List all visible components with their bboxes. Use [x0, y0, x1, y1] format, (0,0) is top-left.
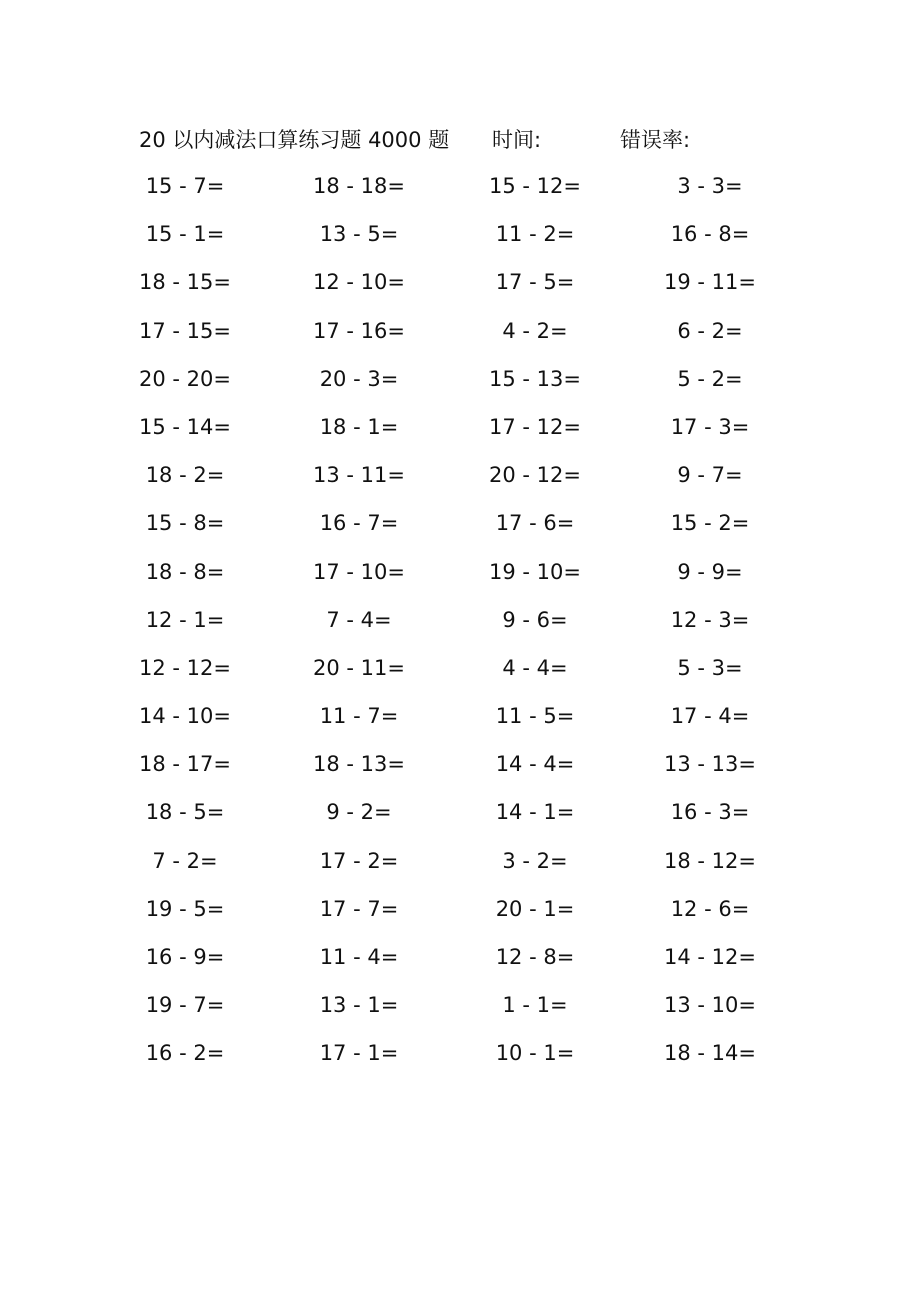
error-rate-label: 错误率: — [620, 128, 691, 152]
problem-item: 19 - 10= — [489, 559, 581, 584]
problem-item: 18 - 1= — [319, 414, 399, 439]
problem-row — [0, 309, 920, 357]
problem-item: 13 - 10= — [664, 993, 756, 1018]
problem-item: 11 - 7= — [319, 704, 399, 729]
problem-item: 16 - 9= — [145, 945, 225, 969]
problem-item: 17 - 16= — [313, 318, 405, 343]
problem-item: 4 - 2= — [502, 318, 568, 343]
problem-row — [0, 646, 920, 694]
time-label: 时间: — [492, 128, 542, 152]
problem-item: 18 - 15= — [139, 270, 231, 295]
worksheet-title: 20 以内减法口算练习题 4000 题 — [139, 128, 450, 152]
problem-item: 18 - 17= — [139, 752, 231, 777]
problem-row — [0, 501, 920, 549]
problem-item: 6 - 2= — [677, 318, 743, 343]
problem-item: 13 - 5= — [319, 222, 399, 247]
problem-item: 15 - 12= — [489, 174, 581, 198]
problem-row — [0, 983, 920, 1031]
problem-item: 15 - 8= — [145, 511, 225, 536]
problem-item: 12 - 8= — [495, 945, 575, 969]
problem-item: 14 - 10= — [139, 704, 231, 729]
problem-item: 20 - 1= — [495, 896, 575, 921]
problem-item: 20 - 3= — [319, 366, 399, 391]
problem-item: 16 - 2= — [145, 1041, 225, 1066]
problem-row — [0, 212, 920, 260]
problem-item: 19 - 11= — [664, 270, 756, 295]
problem-item: 9 - 9= — [677, 559, 743, 584]
problem-item: 12 - 3= — [670, 607, 750, 632]
problem-item: 1 - 1= — [502, 993, 568, 1018]
problem-item: 14 - 4= — [495, 752, 575, 777]
problem-item: 11 - 4= — [319, 945, 399, 969]
problem-item: 12 - 12= — [139, 655, 231, 680]
problem-item: 18 - 8= — [145, 559, 225, 584]
problem-item: 14 - 12= — [664, 945, 756, 969]
problem-item: 17 - 1= — [319, 1041, 399, 1066]
problem-row — [0, 260, 920, 308]
problem-item: 17 - 5= — [495, 270, 575, 295]
problem-row — [0, 453, 920, 501]
problem-item: 4 - 4= — [502, 655, 568, 680]
problem-row — [0, 1031, 920, 1079]
problem-item: 15 - 7= — [145, 174, 225, 198]
problem-item: 11 - 5= — [495, 704, 575, 729]
problem-row — [0, 550, 920, 598]
problem-item: 16 - 7= — [319, 511, 399, 536]
problem-item: 17 - 4= — [670, 704, 750, 729]
problem-item: 13 - 11= — [313, 463, 405, 488]
problem-row — [0, 742, 920, 790]
problem-item: 19 - 7= — [145, 993, 225, 1018]
problem-item: 15 - 13= — [489, 366, 581, 391]
worksheet-header — [0, 120, 920, 156]
problem-item: 17 - 7= — [319, 896, 399, 921]
problem-item: 18 - 5= — [145, 800, 225, 825]
problem-item: 17 - 10= — [313, 559, 405, 584]
problem-item: 12 - 1= — [145, 607, 225, 632]
problem-item: 7 - 2= — [152, 848, 218, 873]
problem-item: 12 - 6= — [670, 896, 750, 921]
problem-item: 17 - 3= — [670, 414, 750, 439]
problem-row — [0, 887, 920, 935]
problem-item: 9 - 2= — [326, 800, 392, 825]
problem-item: 20 - 11= — [313, 655, 405, 680]
problem-item: 17 - 15= — [139, 318, 231, 343]
problem-item: 16 - 8= — [670, 222, 750, 247]
problem-item: 18 - 12= — [664, 848, 756, 873]
problem-item: 12 - 10= — [313, 270, 405, 295]
problem-item: 17 - 2= — [319, 848, 399, 873]
problem-item: 9 - 6= — [502, 607, 568, 632]
problem-item: 9 - 7= — [677, 463, 743, 488]
problem-item: 15 - 14= — [139, 414, 231, 439]
problem-row — [0, 357, 920, 405]
problem-item: 15 - 1= — [145, 222, 225, 247]
problem-item: 18 - 2= — [145, 463, 225, 488]
problem-item: 18 - 13= — [313, 752, 405, 777]
problem-item: 3 - 3= — [677, 174, 743, 198]
problem-grid — [0, 164, 920, 1080]
problem-item: 20 - 20= — [139, 366, 231, 391]
problem-item: 20 - 12= — [489, 463, 581, 488]
problem-row — [0, 405, 920, 453]
problem-item: 18 - 14= — [664, 1041, 756, 1066]
problem-row — [0, 694, 920, 742]
problem-row — [0, 790, 920, 838]
problem-item: 11 - 2= — [495, 222, 575, 247]
problem-item: 19 - 5= — [145, 896, 225, 921]
problem-row — [0, 164, 920, 212]
problem-item: 10 - 1= — [495, 1041, 575, 1066]
problem-item: 7 - 4= — [326, 607, 392, 632]
problem-item: 5 - 3= — [677, 655, 743, 680]
problem-item: 13 - 13= — [664, 752, 756, 777]
problem-item: 14 - 1= — [495, 800, 575, 825]
problem-item: 18 - 18= — [313, 174, 405, 198]
problem-item: 13 - 1= — [319, 993, 399, 1018]
problem-item: 17 - 6= — [495, 511, 575, 536]
problem-item: 16 - 3= — [670, 800, 750, 825]
problem-item: 15 - 2= — [670, 511, 750, 536]
problem-item: 3 - 2= — [502, 848, 568, 873]
problem-row — [0, 935, 920, 983]
problem-row — [0, 598, 920, 646]
problem-item: 5 - 2= — [677, 366, 743, 391]
problem-item: 17 - 12= — [489, 414, 581, 439]
problem-row — [0, 839, 920, 887]
